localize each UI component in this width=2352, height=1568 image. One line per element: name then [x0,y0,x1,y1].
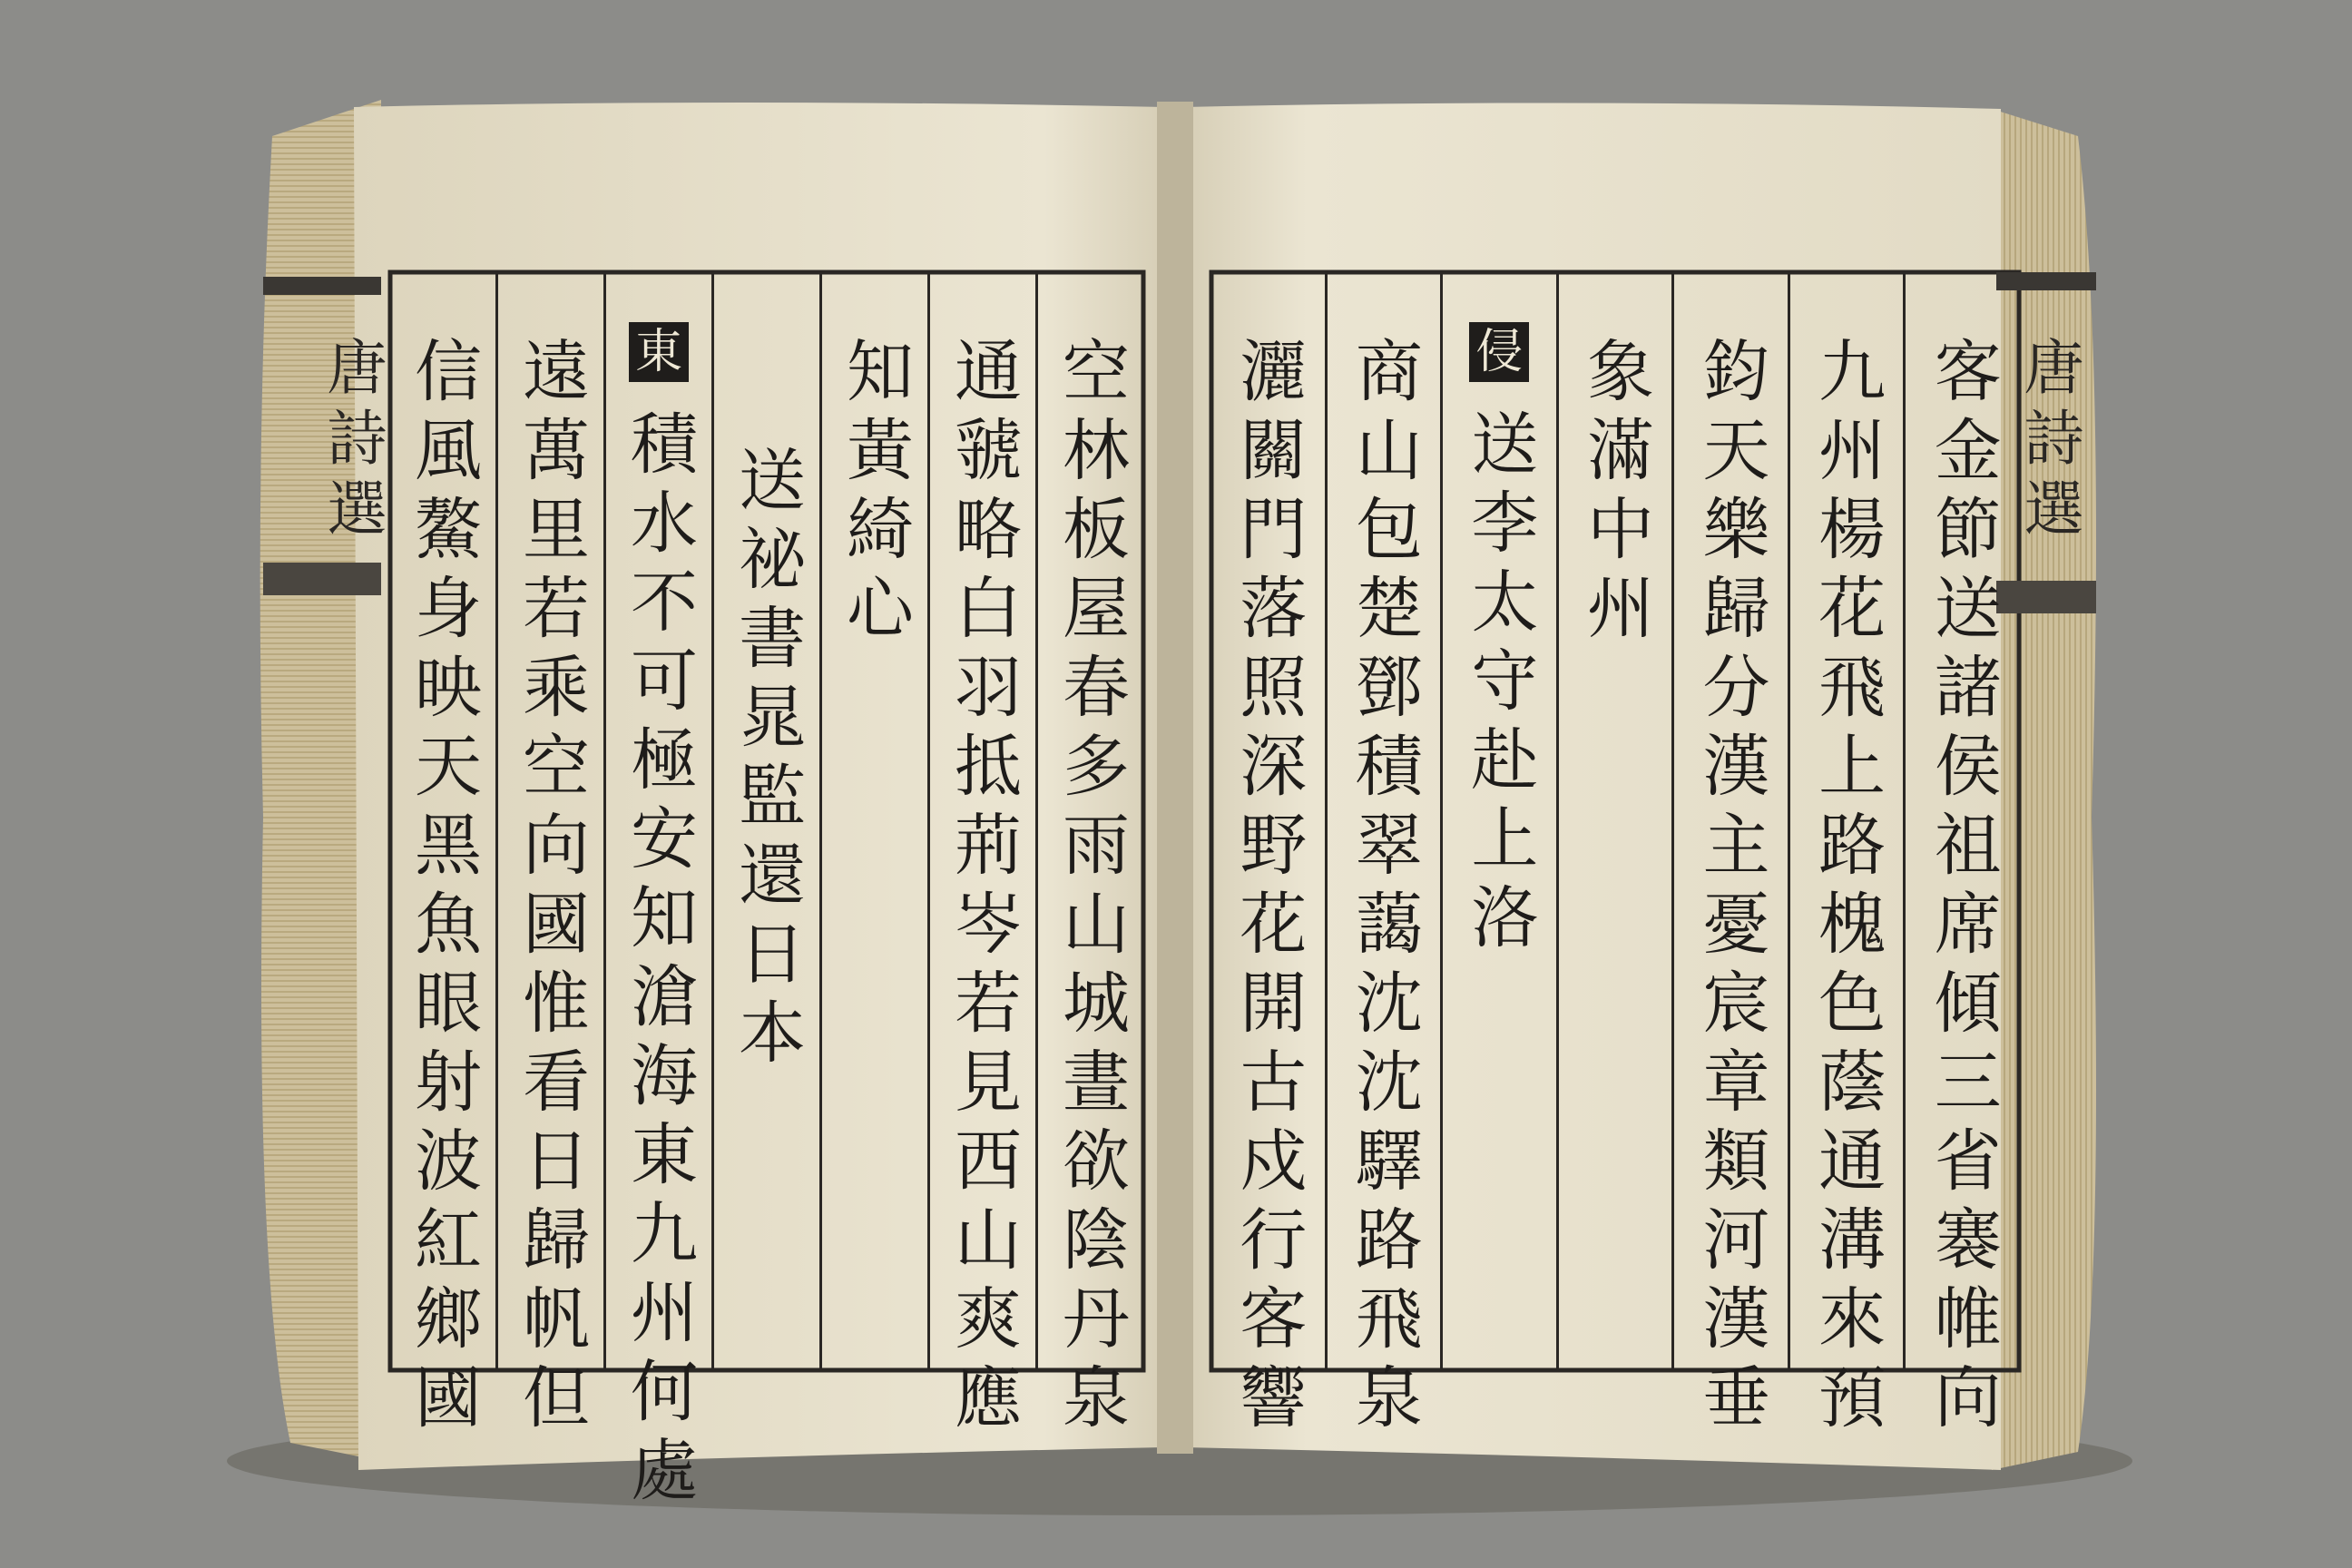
left-column-2: 通虢略白羽抵荊岑若見西山爽應 [927,272,1035,1370]
right-column-2: 九州楊花飛上路槐色蔭通溝來預 [1788,272,1904,1370]
left-edge-band-2 [263,563,381,595]
right-column-5: 侵 送李太守赴上洛 [1440,272,1556,1370]
left-column-1: 空林板屋春多雨山城晝欲陰丹泉 [1035,272,1143,1370]
left-page-text [390,272,1143,1514]
right-page-text [1211,272,2019,1441]
gutter [1157,102,1193,1454]
right-column-1: 客金節送諸侯祖席傾三省褰帷向 [1903,272,2019,1370]
rhyme-badge: 東 [629,322,689,382]
right-column-7: 灑關門落照深野花開古戍行客響 [1229,336,1308,1441]
right-column-6: 商山包楚鄧積翠藹沈沈驛路飛泉 [1325,272,1441,1370]
left-column-4: 送祕書晁監還日本 [711,272,819,1370]
right-spine-title: 唐詩選 [2014,336,2083,548]
rhyme-badge: 侵 [1469,322,1529,382]
right-column-3: 鈞天樂歸分漢主憂宸章類河漢垂 [1671,272,1788,1370]
left-edge-band [263,277,381,295]
left-spine-title: 唐詩選 [317,336,387,548]
left-column-6: 遠萬里若乘空向國惟看日歸帆但 [495,272,603,1370]
right-column-4: 象滿中州 [1556,272,1672,1370]
left-column-3: 知黃綺心 [819,272,927,1370]
left-column-5: 東 積水不可極安知滄海東九州何處 [603,272,711,1370]
left-column-7: 信風鰲身映天黑魚眼射波紅鄉國 [404,336,482,1441]
